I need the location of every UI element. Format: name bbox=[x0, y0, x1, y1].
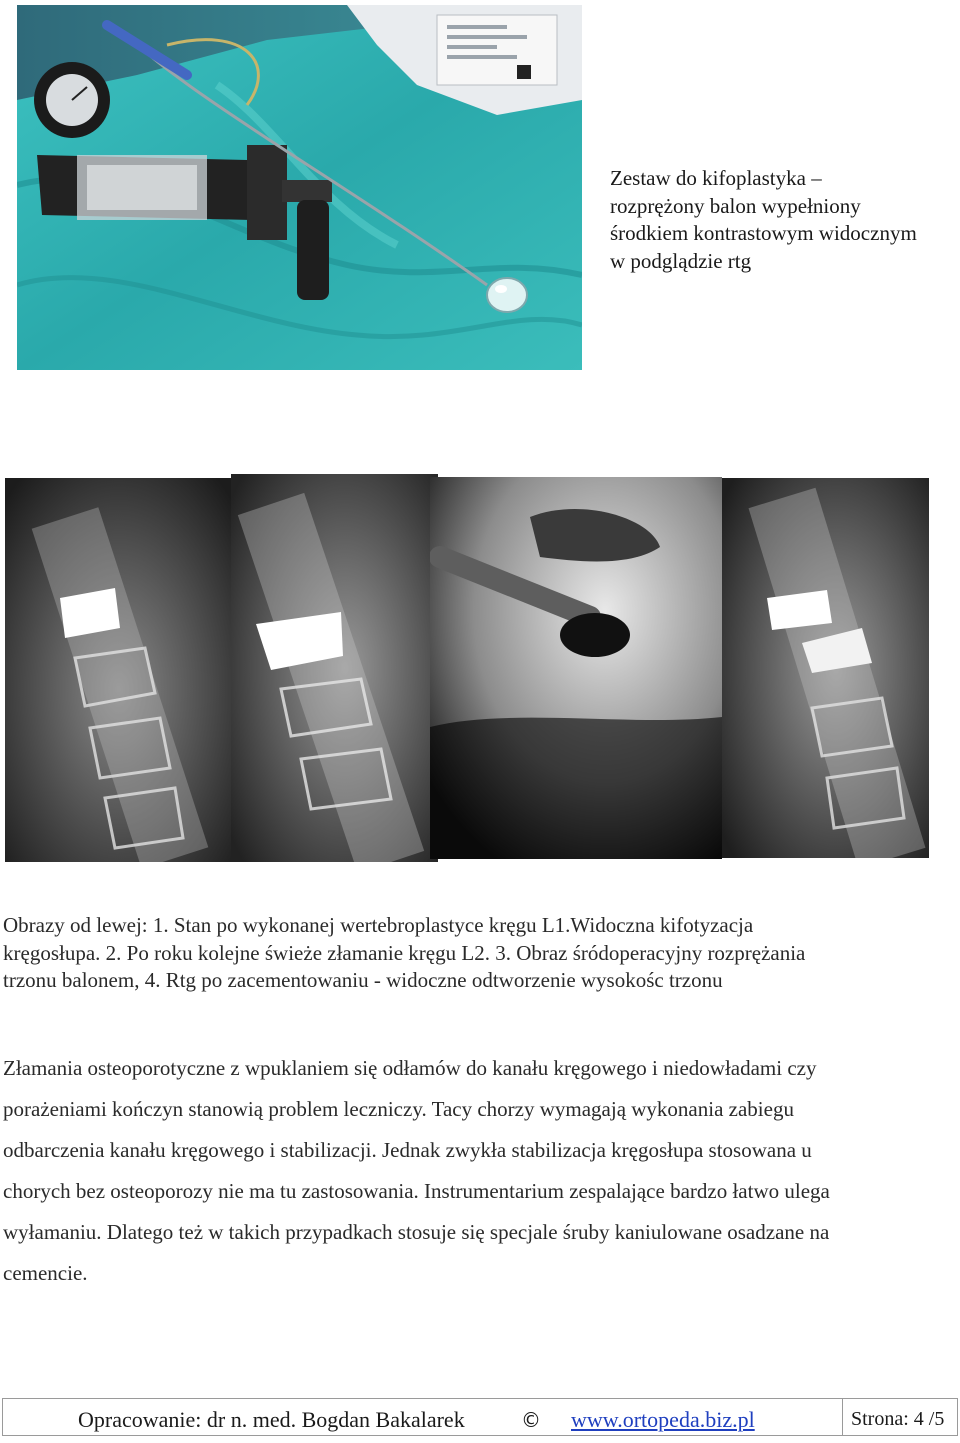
xray-image-4 bbox=[722, 478, 929, 858]
copyright-icon: © bbox=[521, 1408, 541, 1432]
xray-1-drawing bbox=[5, 478, 233, 862]
footer-author: Opracowanie: dr n. med. Bogdan Bakalarek bbox=[78, 1407, 465, 1432]
footer-credits bbox=[3, 1399, 843, 1435]
xray-caption-line: Obrazy od lewej: 1. Stan po wykonanej wertebroplastyce kręgu L1.Widoczna kifotyzacja bbox=[3, 913, 754, 937]
photo-caption-line: Zestaw do kifoplastyka – bbox=[610, 166, 822, 190]
xray-image-3-intraoperative bbox=[430, 477, 722, 859]
page-number: Strona: 4 /5 bbox=[851, 1408, 945, 1430]
xray-caption-line: kręgosłupa. 2. Po roku kolejne świeże złamanie kręgu L2. 3. Obraz śródoperacyjny rozprężania bbox=[3, 940, 806, 965]
kit-photo-drawing bbox=[17, 5, 582, 370]
xray-image-2 bbox=[231, 474, 438, 862]
body-line: wyłamaniu. Dlatego też w takich przypadkach stosuje się specjale śruby kaniulowane osadzane na bbox=[3, 1220, 830, 1244]
xray-caption bbox=[3, 912, 953, 995]
photo-caption bbox=[610, 165, 960, 275]
xray-image-1 bbox=[5, 478, 233, 862]
xray-3-drawing bbox=[430, 477, 722, 859]
website-link[interactable]: www.ortopeda.biz.pl bbox=[571, 1407, 755, 1432]
body-line: Złamania osteoporotyczne z wpuklaniem się odłamów do kanału kręgowego i niedowładami czy bbox=[3, 1056, 817, 1080]
photo-caption-line: w podglądzie rtg bbox=[610, 248, 752, 273]
kyphoplasty-kit-photo bbox=[17, 5, 582, 370]
xray-4-drawing bbox=[722, 478, 929, 858]
body-paragraph bbox=[3, 1048, 953, 1294]
photo-caption-line: środkiem kontrastowym widocznym bbox=[610, 221, 917, 245]
body-line: odbarczenia kanału kręgowego i stabilizacji. Jednak zwykła stabilizacja kręgosłupa stosowana u bbox=[3, 1138, 812, 1162]
photo-caption-line: rozprężony balon wypełniony bbox=[610, 193, 861, 218]
body-line: chorych bez osteoporozy nie ma tu zastosowania. Instrumentarium zespalające bardzo łatwo ulega bbox=[3, 1179, 830, 1203]
body-line: porażeniami kończyn stanowią problem leczniczy. Tacy chorzy wymagają wykonania zabiegu bbox=[3, 1097, 794, 1121]
page-footer bbox=[2, 1398, 958, 1436]
xray-2-drawing bbox=[231, 474, 438, 862]
xray-caption-line: trzonu balonem, 4. Rtg po zacementowaniu - widoczne odtworzenie wysokośc trzonu bbox=[3, 968, 723, 992]
body-line: cemencie. bbox=[3, 1261, 88, 1285]
